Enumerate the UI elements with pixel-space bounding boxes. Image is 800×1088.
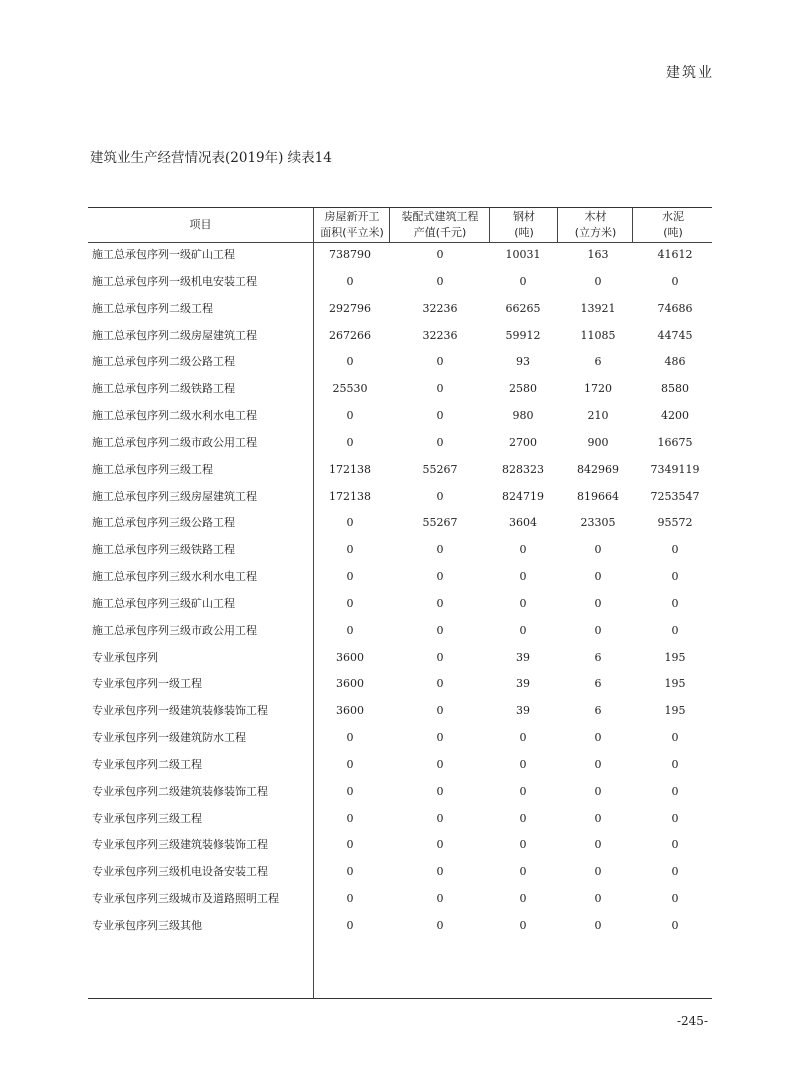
cell-cement: 74686 xyxy=(657,301,693,315)
cell-prefab-output: 0 xyxy=(436,677,444,691)
cell-timber: 842969 xyxy=(577,462,619,476)
cell-steel: 828323 xyxy=(502,462,544,476)
cell-steel: 39 xyxy=(516,704,530,718)
cell-floor-area: 0 xyxy=(346,865,354,879)
table-row xyxy=(88,779,712,806)
table-row xyxy=(88,698,712,725)
row-label: 专业承包序列三级城市及道路照明工程 xyxy=(92,892,279,906)
cell-cement: 0 xyxy=(671,731,679,745)
cell-timber: 0 xyxy=(594,838,602,852)
cell-cement: 7349119 xyxy=(650,462,700,476)
cell-cement: 195 xyxy=(664,704,686,718)
header-unit: (立方米) xyxy=(574,226,617,239)
cell-floor-area: 0 xyxy=(346,838,354,852)
cell-cement: 195 xyxy=(664,677,686,691)
cell-timber: 13921 xyxy=(580,301,616,315)
cell-floor-area: 292796 xyxy=(329,301,371,315)
cell-floor-area: 267266 xyxy=(329,328,371,342)
table-row xyxy=(88,591,712,618)
cell-timber: 6 xyxy=(594,650,602,664)
table-row xyxy=(88,832,712,859)
cell-prefab-output: 0 xyxy=(436,435,444,449)
table-row xyxy=(88,645,712,672)
cell-floor-area: 3600 xyxy=(336,704,364,718)
header-label: 木材 xyxy=(584,210,607,223)
row-label: 专业承包序列三级机电设备安装工程 xyxy=(92,865,268,879)
cell-timber: 0 xyxy=(594,784,602,798)
cell-cement: 4200 xyxy=(661,409,689,423)
cell-prefab-output: 0 xyxy=(436,650,444,664)
cell-timber: 0 xyxy=(594,865,602,879)
cell-timber: 6 xyxy=(594,355,602,369)
cell-steel: 0 xyxy=(519,892,527,906)
cell-prefab-output: 0 xyxy=(436,274,444,288)
page-number: -245- xyxy=(676,1014,708,1028)
cell-cement: 0 xyxy=(671,838,679,852)
header-timber xyxy=(557,208,633,242)
cell-prefab-output: 32236 xyxy=(422,301,458,315)
cell-prefab-output: 32236 xyxy=(422,328,458,342)
cell-cement: 0 xyxy=(671,919,679,932)
cell-prefab-output: 0 xyxy=(436,409,444,423)
table-row xyxy=(88,457,712,484)
cell-floor-area: 0 xyxy=(346,892,354,906)
cell-steel: 0 xyxy=(519,731,527,745)
cell-prefab-output: 0 xyxy=(436,784,444,798)
cell-steel: 0 xyxy=(519,865,527,879)
row-label: 施工总承包序列三级市政公用工程 xyxy=(92,623,257,637)
cell-cement: 44745 xyxy=(657,328,693,342)
row-label: 专业承包序列三级其他 xyxy=(92,919,202,932)
cell-floor-area: 0 xyxy=(346,623,354,637)
table-row xyxy=(88,564,712,591)
table-row xyxy=(88,913,712,940)
cell-floor-area: 25530 xyxy=(332,382,368,396)
cell-timber: 11085 xyxy=(580,328,616,342)
cell-floor-area: 0 xyxy=(346,784,354,798)
header-unit: (吨) xyxy=(663,226,683,239)
cell-timber: 0 xyxy=(594,757,602,771)
cell-timber: 23305 xyxy=(580,516,616,530)
table-row xyxy=(88,537,712,564)
table-header xyxy=(88,208,712,243)
cell-cement: 0 xyxy=(671,274,679,288)
header-floor-area xyxy=(313,208,390,242)
cell-cement: 0 xyxy=(671,543,679,557)
cell-floor-area: 3600 xyxy=(336,650,364,664)
cell-cement: 8580 xyxy=(661,382,689,396)
header-unit: 产值(千元) xyxy=(413,226,467,239)
cell-steel: 0 xyxy=(519,274,527,288)
cell-steel: 0 xyxy=(519,596,527,610)
cell-steel: 0 xyxy=(519,570,527,584)
header-label: 钢材 xyxy=(513,210,535,223)
cell-prefab-output: 0 xyxy=(436,919,444,932)
row-label: 施工总承包序列二级房屋建筑工程 xyxy=(92,328,257,342)
cell-steel: 3604 xyxy=(509,516,537,530)
cell-timber: 0 xyxy=(594,892,602,906)
row-label: 施工总承包序列二级公路工程 xyxy=(92,355,235,369)
table-row xyxy=(88,671,712,698)
row-label: 专业承包序列二级工程 xyxy=(92,757,202,771)
cell-floor-area: 0 xyxy=(346,543,354,557)
cell-timber: 0 xyxy=(594,274,602,288)
header-label: 装配式建筑工程 xyxy=(401,210,479,223)
header-label: 房屋新开工 xyxy=(324,210,380,223)
cell-steel: 980 xyxy=(512,409,534,423)
cell-timber: 6 xyxy=(594,677,602,691)
row-label: 专业承包序列 xyxy=(92,650,158,664)
cell-steel: 0 xyxy=(519,543,527,557)
cell-timber: 0 xyxy=(594,570,602,584)
table-row xyxy=(88,323,712,350)
cell-timber: 163 xyxy=(587,248,609,261)
cell-steel: 39 xyxy=(516,677,530,691)
header-unit: (吨) xyxy=(514,226,534,239)
header-cement xyxy=(632,208,713,242)
cell-prefab-output: 0 xyxy=(436,570,444,584)
running-header: 建筑业 xyxy=(666,65,714,81)
cell-floor-area: 0 xyxy=(346,355,354,369)
cell-cement: 0 xyxy=(671,784,679,798)
header-unit: 面积(平立米) xyxy=(320,226,384,239)
table-row xyxy=(88,403,712,430)
cell-timber: 0 xyxy=(594,811,602,825)
row-label: 施工总承包序列一级机电安装工程 xyxy=(92,274,257,288)
header-item xyxy=(88,208,313,242)
cell-timber: 0 xyxy=(594,623,602,637)
cell-cement: 41612 xyxy=(657,248,693,261)
row-label: 施工总承包序列二级水利水电工程 xyxy=(92,409,257,423)
cell-prefab-output: 0 xyxy=(436,731,444,745)
cell-cement: 16675 xyxy=(657,435,693,449)
cell-steel: 0 xyxy=(519,784,527,798)
row-label: 施工总承包序列二级工程 xyxy=(92,301,213,315)
cell-cement: 0 xyxy=(671,811,679,825)
cell-floor-area: 172138 xyxy=(329,489,371,503)
cell-prefab-output: 0 xyxy=(436,757,444,771)
cell-timber: 0 xyxy=(594,543,602,557)
cell-cement: 195 xyxy=(664,650,686,664)
cell-floor-area: 0 xyxy=(346,811,354,825)
cell-cement: 0 xyxy=(671,757,679,771)
cell-prefab-output: 0 xyxy=(436,543,444,557)
row-label: 专业承包序列一级建筑装修装饰工程 xyxy=(92,704,268,718)
cell-timber: 6 xyxy=(594,704,602,718)
cell-cement: 0 xyxy=(671,623,679,637)
cell-floor-area: 0 xyxy=(346,435,354,449)
cell-steel: 10031 xyxy=(505,248,541,261)
cell-steel: 0 xyxy=(519,811,527,825)
row-label: 施工总承包序列三级矿山工程 xyxy=(92,596,235,610)
row-label: 施工总承包序列三级房屋建筑工程 xyxy=(92,489,257,503)
table-row xyxy=(88,349,712,376)
cell-floor-area: 0 xyxy=(346,409,354,423)
cell-prefab-output: 0 xyxy=(436,489,444,503)
cell-prefab-output: 0 xyxy=(436,596,444,610)
cell-steel: 2580 xyxy=(509,382,537,396)
table-row xyxy=(88,618,712,645)
cell-prefab-output: 55267 xyxy=(422,462,458,476)
cell-cement: 0 xyxy=(671,892,679,906)
table-row xyxy=(88,752,712,779)
cell-cement: 0 xyxy=(671,596,679,610)
cell-steel: 93 xyxy=(516,355,530,369)
header-steel xyxy=(489,208,558,242)
row-label: 施工总承包序列三级水利水电工程 xyxy=(92,570,257,584)
table-row xyxy=(88,296,712,323)
cell-cement: 95572 xyxy=(657,516,693,530)
cell-cement: 0 xyxy=(671,865,679,879)
table-title: 建筑业生产经营情况表(2019年) 续表14 xyxy=(90,150,332,166)
data-table xyxy=(88,207,712,999)
cell-steel: 824719 xyxy=(502,489,544,503)
row-label: 专业承包序列二级建筑装修装饰工程 xyxy=(92,784,268,798)
row-label: 施工总承包序列一级矿山工程 xyxy=(92,248,235,261)
row-label: 专业承包序列三级工程 xyxy=(92,811,202,825)
cell-floor-area: 0 xyxy=(346,274,354,288)
header-prefab-output xyxy=(389,208,490,242)
table-row xyxy=(88,725,712,752)
cell-prefab-output: 0 xyxy=(436,248,444,261)
cell-floor-area: 0 xyxy=(346,757,354,771)
cell-timber: 900 xyxy=(587,435,609,449)
cell-floor-area: 172138 xyxy=(329,462,371,476)
cell-prefab-output: 0 xyxy=(436,865,444,879)
header-label: 项目 xyxy=(189,218,212,231)
table-row xyxy=(88,484,712,511)
table-row xyxy=(88,430,712,457)
row-label: 施工总承包序列三级工程 xyxy=(92,462,213,476)
cell-floor-area: 0 xyxy=(346,731,354,745)
cell-prefab-output: 55267 xyxy=(422,516,458,530)
cell-prefab-output: 0 xyxy=(436,355,444,369)
table-row xyxy=(88,510,712,537)
cell-steel: 59912 xyxy=(505,328,541,342)
cell-timber: 0 xyxy=(594,919,602,932)
cell-timber: 819664 xyxy=(577,489,619,503)
cell-floor-area: 0 xyxy=(346,570,354,584)
cell-cement: 7253547 xyxy=(650,489,700,503)
cell-steel: 0 xyxy=(519,757,527,771)
cell-prefab-output: 0 xyxy=(436,811,444,825)
cell-timber: 1720 xyxy=(584,382,612,396)
table-row xyxy=(88,376,712,403)
cell-steel: 0 xyxy=(519,838,527,852)
row-label: 专业承包序列三级建筑装修装饰工程 xyxy=(92,838,268,852)
cell-steel: 0 xyxy=(519,623,527,637)
row-label: 专业承包序列一级工程 xyxy=(92,677,202,691)
cell-steel: 66265 xyxy=(505,301,541,315)
table-row xyxy=(88,242,712,269)
table-row xyxy=(88,806,712,833)
table-row xyxy=(88,859,712,886)
row-label: 专业承包序列一级建筑防水工程 xyxy=(92,731,246,745)
cell-timber: 0 xyxy=(594,596,602,610)
cell-floor-area: 0 xyxy=(346,516,354,530)
cell-steel: 39 xyxy=(516,650,530,664)
row-label: 施工总承包序列三级公路工程 xyxy=(92,516,235,530)
row-label: 施工总承包序列二级市政公用工程 xyxy=(92,435,257,449)
table-row xyxy=(88,269,712,296)
cell-prefab-output: 0 xyxy=(436,892,444,906)
cell-floor-area: 738790 xyxy=(329,248,371,261)
cell-steel: 0 xyxy=(519,919,527,932)
cell-cement: 0 xyxy=(671,570,679,584)
row-label: 施工总承包序列二级铁路工程 xyxy=(92,382,235,396)
cell-steel: 2700 xyxy=(509,435,537,449)
cell-prefab-output: 0 xyxy=(436,623,444,637)
cell-timber: 210 xyxy=(587,409,609,423)
cell-prefab-output: 0 xyxy=(436,838,444,852)
cell-floor-area: 0 xyxy=(346,596,354,610)
cell-floor-area: 0 xyxy=(346,919,354,932)
cell-floor-area: 3600 xyxy=(336,677,364,691)
header-label: 水泥 xyxy=(662,210,684,223)
table-row xyxy=(88,886,712,913)
cell-prefab-output: 0 xyxy=(436,704,444,718)
cell-timber: 0 xyxy=(594,731,602,745)
cell-cement: 486 xyxy=(664,355,686,369)
cell-prefab-output: 0 xyxy=(436,382,444,396)
row-label: 施工总承包序列三级铁路工程 xyxy=(92,543,235,557)
